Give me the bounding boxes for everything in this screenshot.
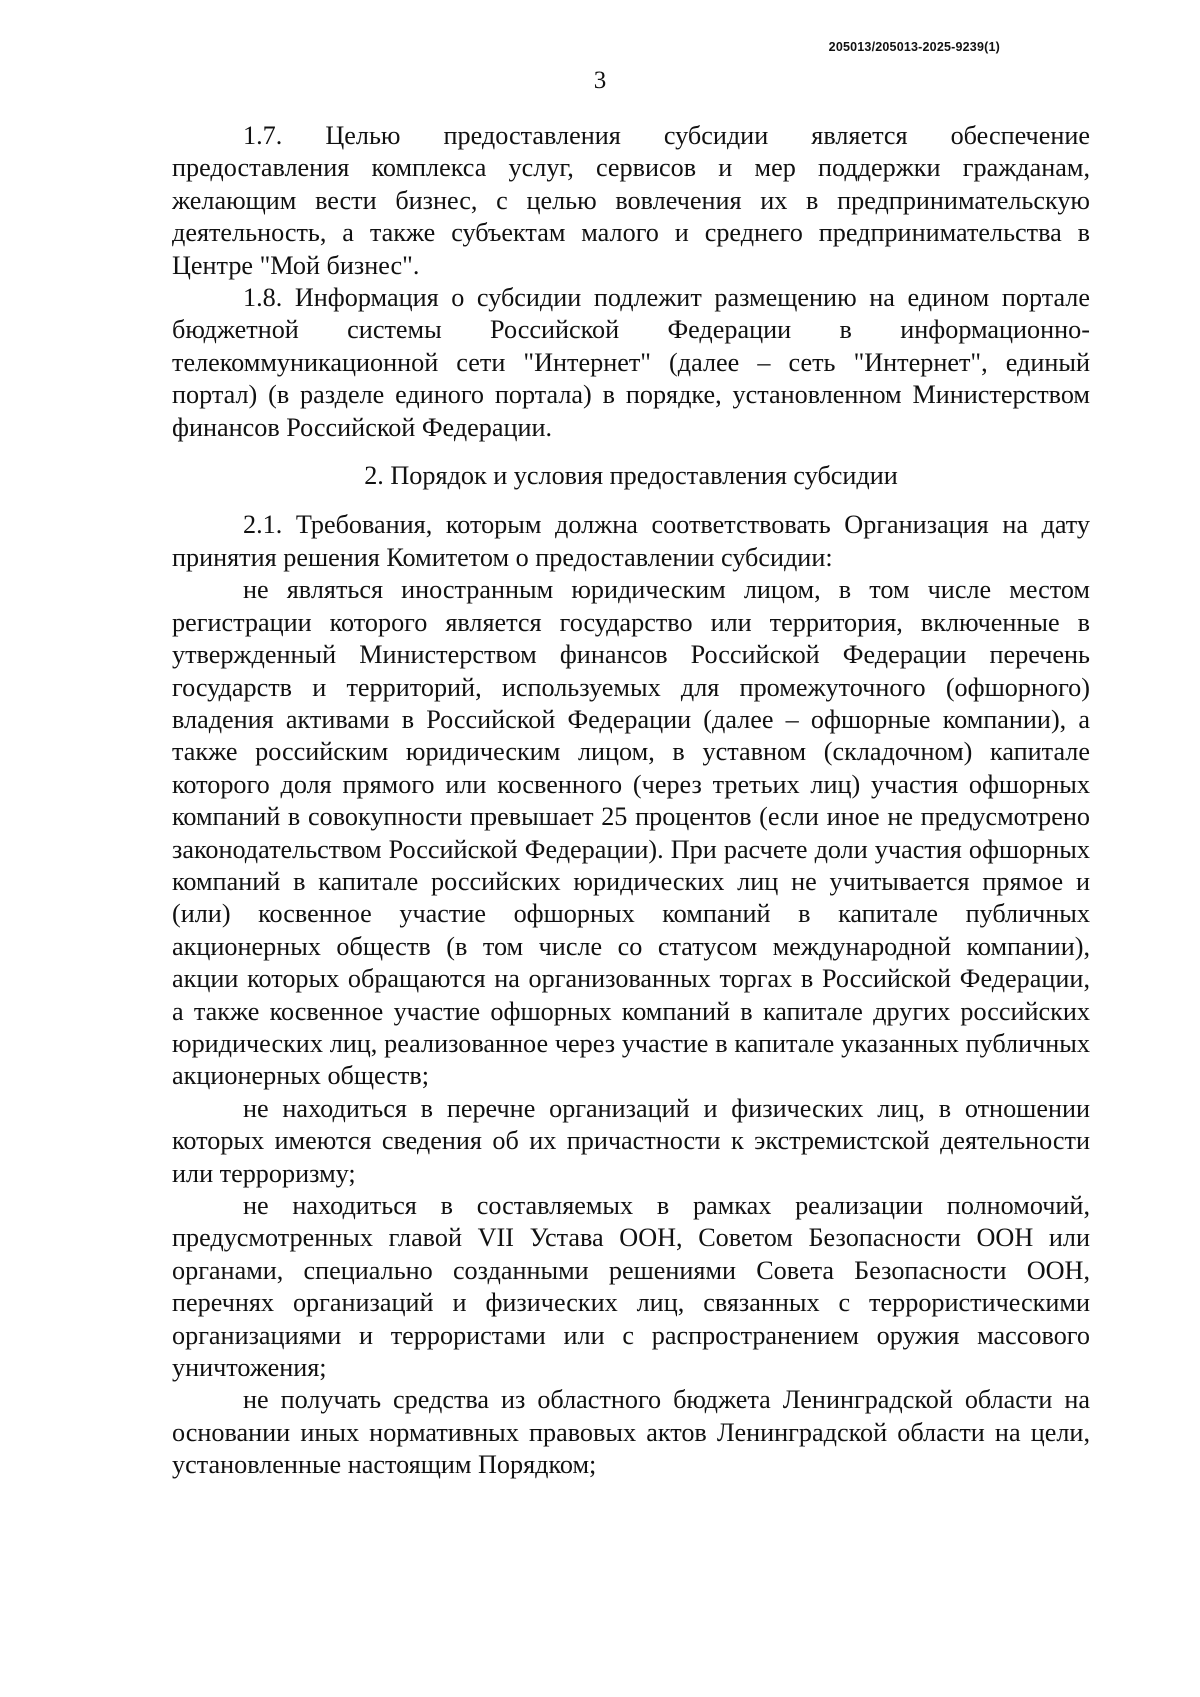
paragraph-2-1: 2.1. Требования, которым должна соответствовать Организация на дату принятия решения Комитетом о предоставлении субсидии: [172,510,1090,572]
paragraph-1-7: 1.7. Целью предоставления субсидии является обеспечение предоставления комплекса услуг, сервисов и мер поддержки гражданам, желающим вести бизнес, с целью вовлечения их в предпринимательскую деятельность, а также субъектам малого и среднего предпринимательства в Центре "Мой бизнес". [172,121,1090,280]
requirement-extremism-list: не находиться в перечне организаций и физических лиц, в отношении которых имеются сведения об их причастности к экстремистской деятельности или терроризму; [172,1093,1090,1188]
requirement-offshore: не являться иностранным юридическим лицом, в том числе местом регистрации которого является государство или территория, включенные в утвержденный Министерством финансов Российской Федерации перечень государств и территорий, используемых для промежуточного (офшорного) владения активами в Российской Федерации (далее – офшорные компании), а также российским юридическим лицом, в уставном (складочном) капитале которого доля прямого или косвенного (через третьих лиц) участия офшорных компаний в совокупности превышает 25 процентов (если иное не предусмотрено законодательством Российской Федерации). При расчете доли участия офшорных компаний в капитале российских юридических лиц не учитывается прямое и (или) косвенное участие офшорных компаний в капитале публичных акционерных обществ (в том числе со статусом международной компании), акции которых обращаются на организованных торгах в Российской Федерации, а также косвенное участие офшорных компаний в капитале других российских юридических лиц, реализованное через участие в капитале указанных публичных акционерных обществ; [172,575,1090,1091]
requirement-no-other-budget-funds: не получать средства из областного бюджета Ленинградской области на основании иных нормативных правовых актов Ленинградской области на цели, установленные настоящим Порядком; [172,1385,1090,1480]
document-body [172,120,1090,1482]
page-number: 3 [593,67,607,94]
section-2-title: 2. Порядок и условия предоставления субсидии [364,461,898,491]
document-registration-number: 205013/205013-2025-9239(1) [828,40,1000,54]
paragraph-1-8: 1.8. Информация о субсидии подлежит размещению на едином портале бюджетной системы Российской Федерации в информационно-телекоммуникационной сети "Интернет" (далее – сеть "Интернет", единый портал) (в разделе единого портала) в порядке, установленном Министерством финансов Российской Федерации. [172,283,1090,442]
requirement-un-sanctions-list: не находиться в составляемых в рамках реализации полномочий, предусмотренных главой VII Устава ООН, Советом Безопасности ООН или органами, специально созданными решениями Совета Безопасности ООН, перечнях организаций и физических лиц, связанных с террористическими организациями и террористами или с распространением оружия массового уничтожения; [172,1191,1090,1383]
